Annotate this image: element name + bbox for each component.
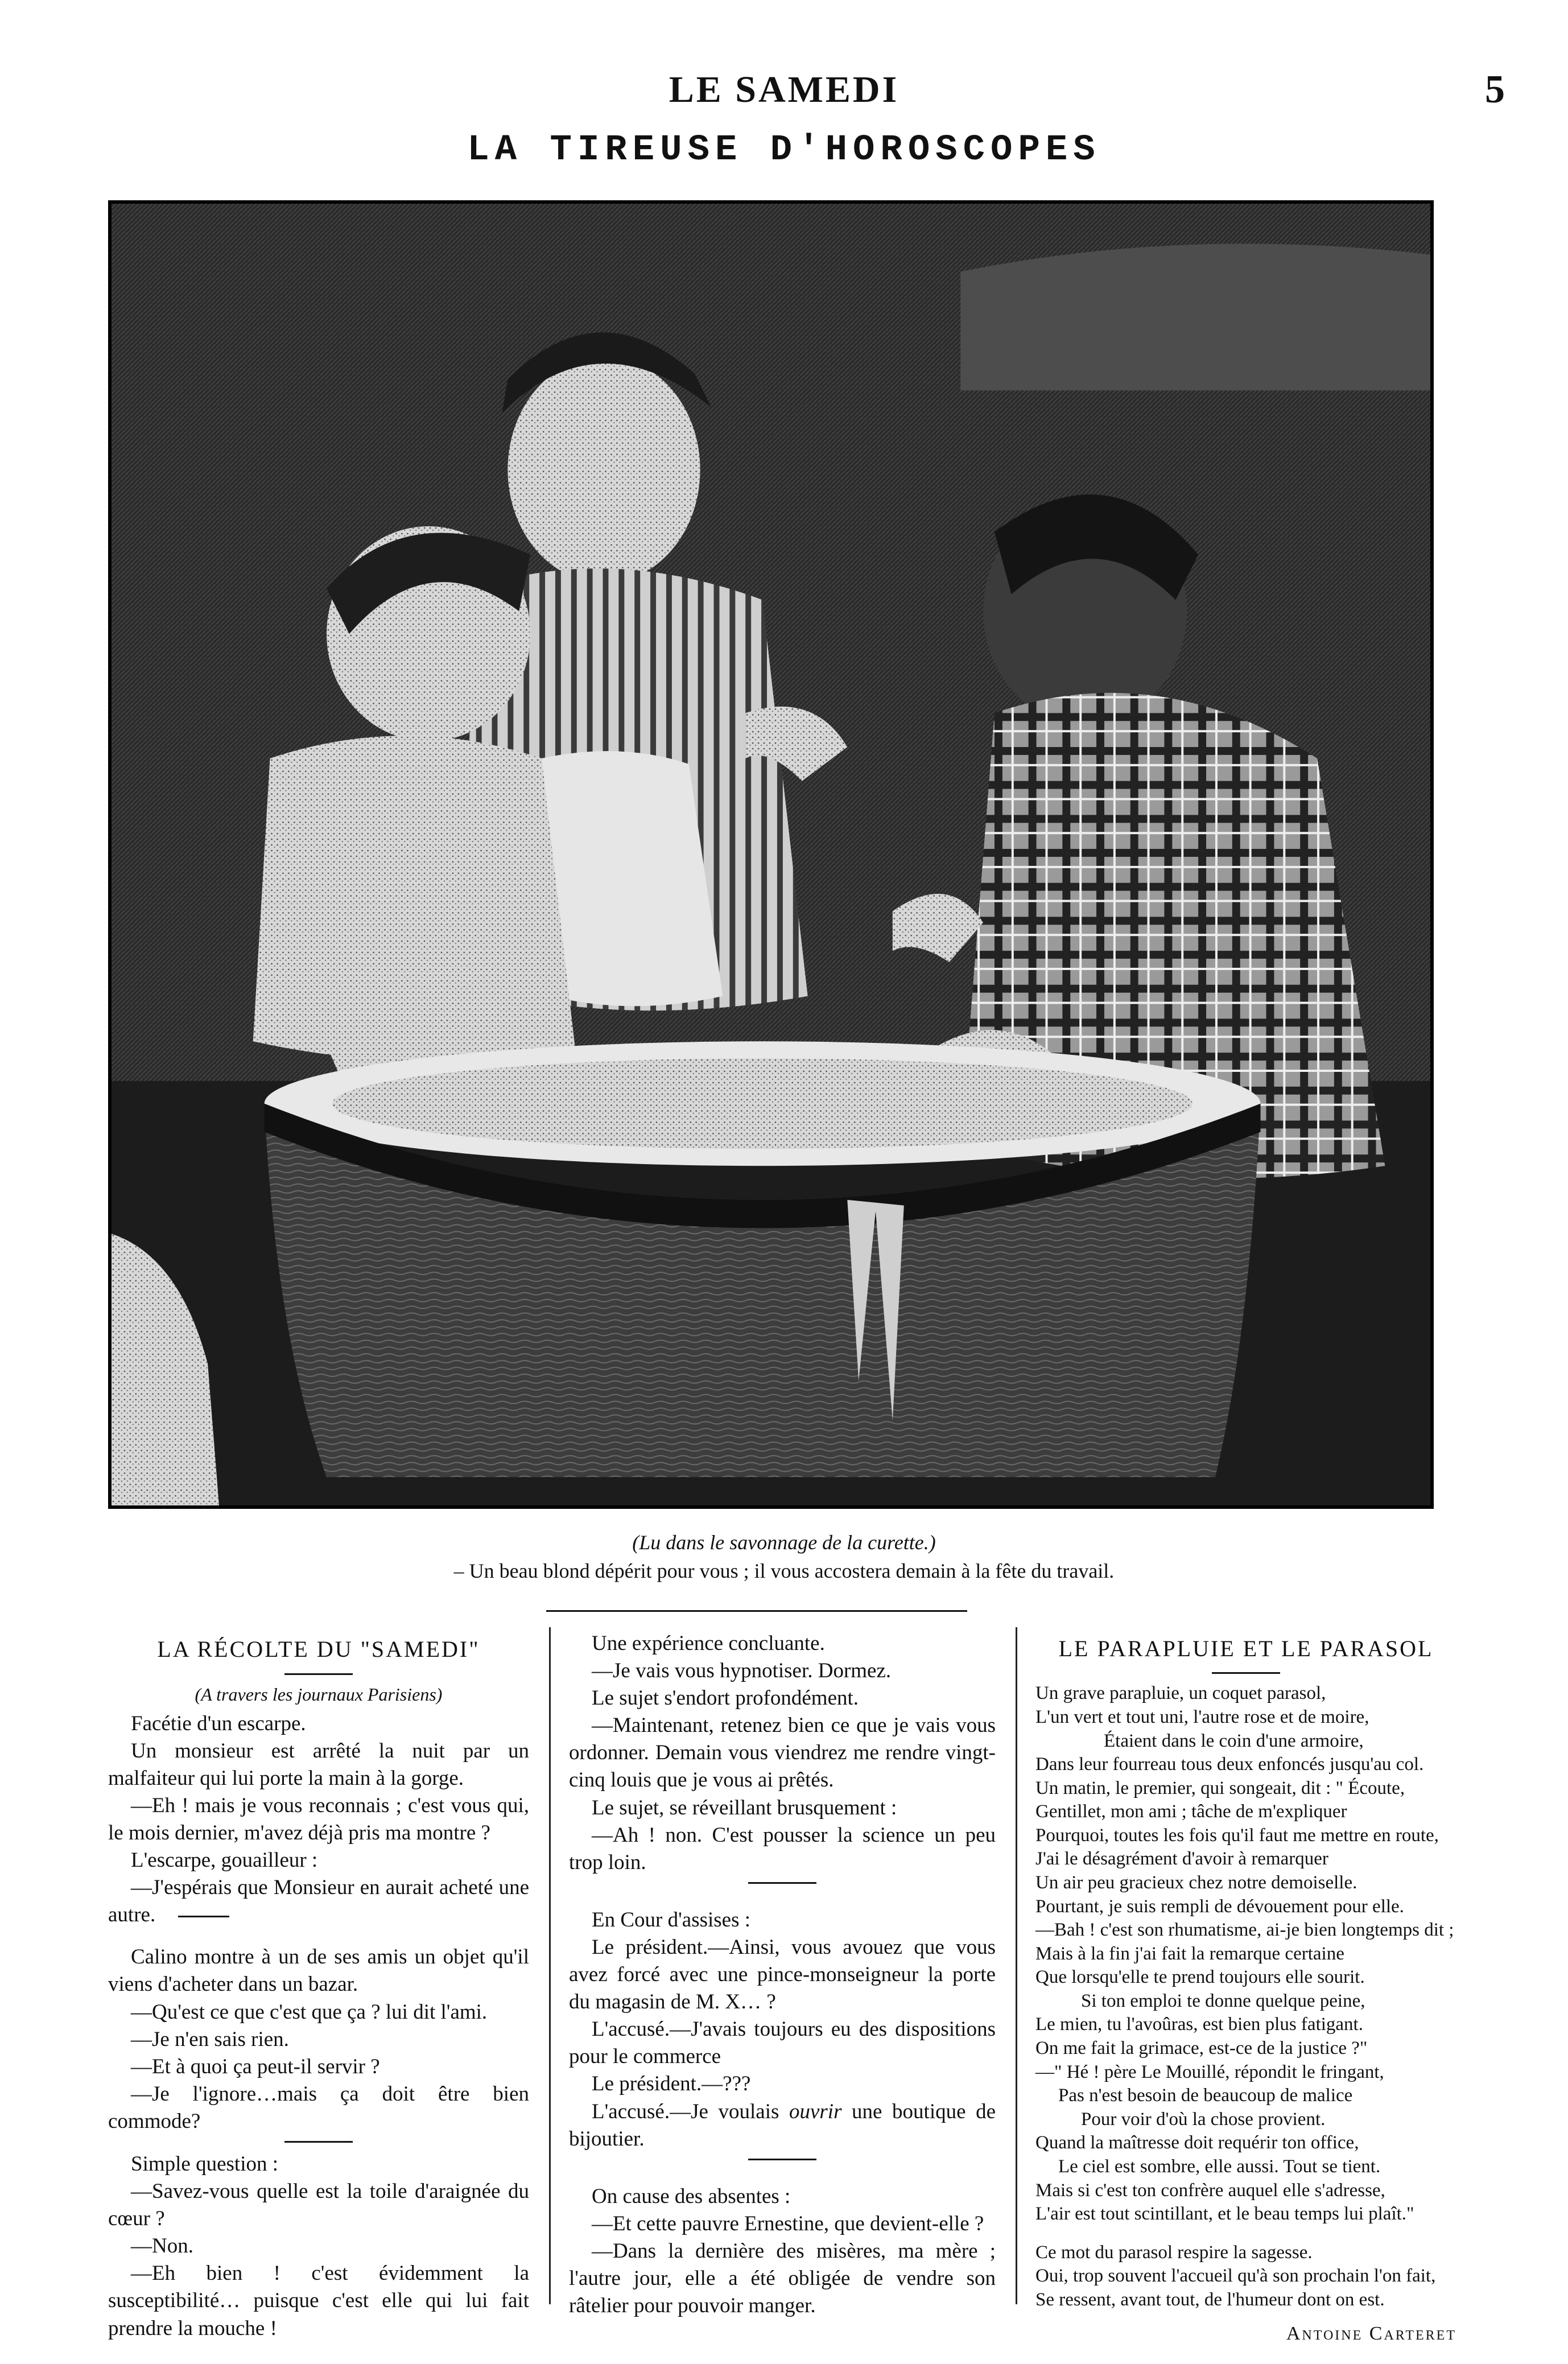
- poem-verse: L'un vert et tout uni, l'autre rose et de moire,: [1035, 1706, 1369, 1727]
- paragraph: —Savez-vous quelle est la toile d'araignée du cœur ?: [108, 2180, 529, 2231]
- poem-verse: Un matin, le premier, qui songeait, dit : " Écoute,: [1035, 1777, 1405, 1798]
- paragraph: Le président.—Ainsi, vous avouez que vous avez forcé avec une pince-monseigneur la porte du magasin de M. X… ?: [569, 1935, 996, 2014]
- separator: [748, 1882, 816, 1884]
- poem-verse: Un air peu gracieux chez notre demoiselle.: [1035, 1872, 1357, 1893]
- separator: [1212, 1672, 1280, 1674]
- page-number: 5: [1485, 68, 1505, 112]
- header-rule: [546, 1610, 967, 1612]
- emphasis-text: ouvrir: [789, 2099, 842, 2123]
- paragraph: Le président.—???: [592, 2072, 751, 2096]
- paragraph: —Je l'ignore…mais ça doit être bien commode?: [108, 2082, 529, 2133]
- paragraph: Calino montre à un de ses amis un objet qu'il viens d'acheter dans un bazar.: [108, 1945, 529, 1996]
- paragraph: —Dans la dernière des misères, ma mère ; l'autre jour, elle a été obligée de vendre son râtelier pour pouvoir manger.: [569, 2239, 996, 2318]
- poem-verse: On me fait la grimace, est-ce de la justice ?": [1035, 2038, 1368, 2059]
- author-signature: Antoine Carteret: [1286, 2323, 1456, 2345]
- column1-heading: LA RÉCOLTE DU "SAMEDI": [157, 1636, 480, 1662]
- separator: [748, 2159, 816, 2160]
- poem-verse: J'ai le désagrément d'avoir à remarquer: [1035, 1849, 1328, 1870]
- poem-verse: Le ciel est sombre, elle aussi. Tout se tient.: [1058, 2156, 1381, 2177]
- engraving-illustration: [108, 200, 1434, 1509]
- poem-verse: Pas n'est besoin de beaucoup de malice: [1058, 2085, 1353, 2106]
- poem-verse: Pour voir d'où la chose provient.: [1081, 2109, 1326, 2130]
- paragraph-text: une boutique de bijoutier.: [569, 2099, 996, 2151]
- paragraph: —Je n'en sais rien.: [131, 2027, 289, 2051]
- poem-verse: Mais à la fin j'ai fait la remarque certaine: [1035, 1943, 1344, 1964]
- paragraph: —Maintenant, retenez bien ce que je vais vous ordonner. Demain vous viendrez me rendre vingt-cinq louis que je vous ai prêtés.: [569, 1714, 996, 1792]
- separator: [178, 1916, 229, 1917]
- paragraph: Le sujet, se réveillant brusquement :: [592, 1796, 897, 1820]
- poem-verse: Pourtant, je suis rempli de dévouement pour elle.: [1035, 1896, 1404, 1917]
- paragraph: —Ah ! non. C'est pousser la science un peu trop loin.: [569, 1823, 996, 1874]
- poem-verse: Ce mot du parasol respire la sagesse.: [1035, 2242, 1313, 2263]
- poem-verse: L'air est tout scintillant, et le beau temps lui plaît.": [1035, 2204, 1414, 2225]
- page-title: LA TIREUSE D'HOROSCOPES: [467, 130, 1101, 171]
- paragraph: [569, 2098, 996, 2153]
- column1-subheading: (A travers les journaux Parisiens): [195, 1684, 443, 1705]
- poem-title: LE PARAPLUIE ET LE PARASOL: [1058, 1636, 1434, 1661]
- paragraph: —Je vais vous hypnotiser. Dormez.: [592, 1659, 892, 1683]
- column-anecdotes: [569, 1630, 996, 2320]
- paragraph: Simple question :: [131, 2152, 278, 2176]
- poem-verse: Le mien, tu l'avoûras, est bien plus fatigant.: [1035, 2014, 1363, 2035]
- poem-verse: Oui, trop souvent l'accueil qu'à son prochain l'on fait,: [1035, 2266, 1436, 2287]
- column-recolte: [108, 1630, 529, 2342]
- paragraph: —Eh bien ! c'est évidemment la susceptibilité… puisque c'est elle qui lui fait prendre la mouche !: [108, 2262, 529, 2340]
- poem-verse: Quand la maîtresse doit requérir ton office,: [1035, 2132, 1359, 2153]
- paragraph: —Eh ! mais je vous reconnais ; c'est vous qui, le mois dernier, m'avez déjà pris ma montre ?: [108, 1793, 529, 1845]
- column-poem: [1035, 1630, 1456, 2346]
- paragraph: On cause des absentes :: [592, 2184, 791, 2208]
- poem-verse: Pourquoi, toutes les fois qu'il faut me mettre en route,: [1035, 1825, 1439, 1846]
- paragraph-text: L'accusé.—Je voulais: [592, 2099, 779, 2123]
- column-divider: [1016, 1627, 1017, 2304]
- poem-verse: Si ton emploi te donne quelque peine,: [1081, 1990, 1365, 2011]
- poem-verse: Un grave parapluie, un coquet parasol,: [1035, 1683, 1326, 1704]
- paragraph: L'escarpe, gouailleur :: [131, 1849, 318, 1872]
- paragraph: —Qu'est ce que c'est que ça ? lui dit l'ami.: [131, 2000, 488, 2024]
- paragraph-text: —J'espérais que Monsieur en aurait acheté une autre.: [108, 1876, 529, 1927]
- paragraph: [108, 1874, 529, 1929]
- column-divider: [549, 1627, 551, 2304]
- paragraph: Une expérience concluante.: [592, 1632, 825, 1655]
- poem-verse: Étaient dans le coin d'une armoire,: [1104, 1730, 1364, 1751]
- masthead: LE SAMEDI: [669, 69, 899, 110]
- paragraph: —Et cette pauvre Ernestine, que devient-elle ?: [592, 2212, 984, 2235]
- poem-verse: —" Hé ! père Le Mouillé, répondit le fringant,: [1035, 2061, 1384, 2082]
- paragraph: Le sujet s'endort profondément.: [592, 1686, 859, 1710]
- poem-verse: Gentillet, mon ami ; tâche de m'expliquer: [1035, 1801, 1347, 1822]
- paragraph: L'accusé.—J'avais toujours eu des dispositions pour le commerce: [569, 2018, 996, 2069]
- poem-verse: Dans leur fourreau tous deux enfoncés jusqu'au col.: [1035, 1754, 1424, 1775]
- poem-verse: Que lorsqu'elle te prend toujours elle sourit.: [1035, 1967, 1365, 1988]
- poem-verse: Mais si c'est ton confrère auquel elle s'adresse,: [1035, 2180, 1385, 2201]
- engraving-picture: [112, 204, 1430, 1505]
- separator: [284, 1673, 353, 1675]
- paragraph: Un monsieur est arrêté la nuit par un malfaiteur qui lui porte la main à la gorge.: [108, 1739, 529, 1790]
- poem-verse: Se ressent, avant tout, de l'humeur dont on est.: [1035, 2289, 1385, 2310]
- poem-verse: —Bah ! c'est son rhumatisme, ai-je bien longtemps dit ;: [1035, 1920, 1454, 1941]
- paragraph: En Cour d'assises :: [592, 1908, 751, 1932]
- paragraph: —Et à quoi ça peut-il servir ?: [131, 2054, 380, 2078]
- illustration-caption: – Un beau blond dépérit pour vous ; il vous accostera demain à la fête du travail.: [453, 1560, 1115, 1582]
- paragraph: —Non.: [131, 2234, 193, 2258]
- separator: [284, 2141, 353, 2143]
- paragraph: Facétie d'un escarpe.: [131, 1711, 306, 1735]
- illustration-caption-italic: (Lu dans le savonnage de la curette.): [632, 1531, 936, 1554]
